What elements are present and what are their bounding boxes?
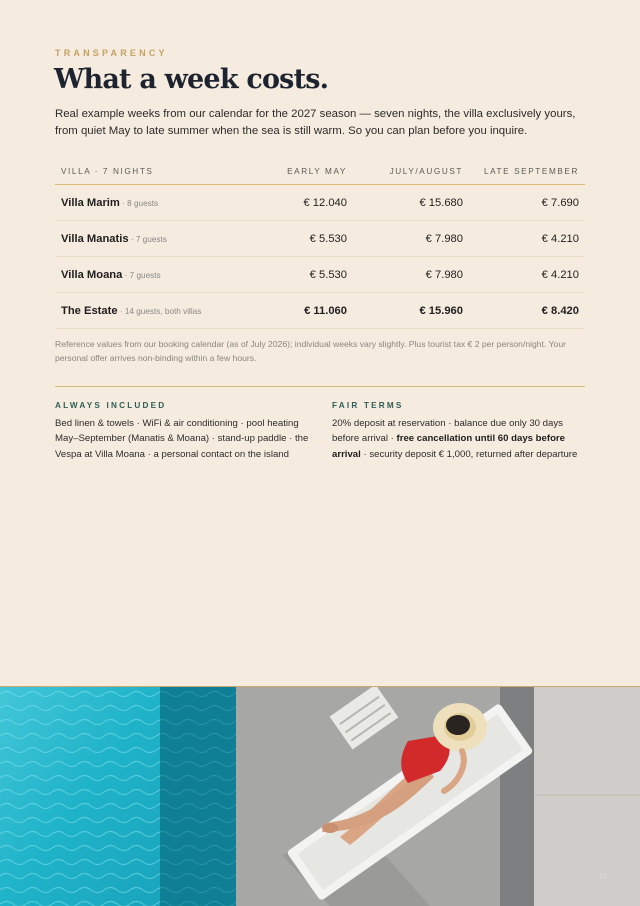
pool-photo [0, 686, 640, 906]
reference-note: Reference values from our booking calendar (as of July 2026); individual weeks vary slightly. Plus tourist tax € 2 per person/night. Your personal offer arrives non-binding within a few hours. [55, 339, 566, 363]
table-row [55, 221, 585, 257]
header-late-september: LATE SEPTEMBER [483, 166, 579, 176]
terms-text [332, 416, 580, 462]
price-early-may: € 12.040 [303, 196, 347, 209]
price-early-may: € 11.060 [304, 304, 347, 317]
price-late-september: € 7.690 [541, 196, 579, 209]
table-row [55, 185, 585, 221]
terms-text-b: · security deposit € 1,000, returned after departure [360, 448, 578, 460]
villa-guests: · 8 guests [119, 198, 159, 208]
price-july-august: € 15.680 [419, 196, 463, 209]
intro-paragraph: Real example weeks from our calendar for the 2027 season — seven nights, the villa exclusively yours, from quiet May to late summer when the sea is still warm. So you can plan before you inquire. [55, 108, 576, 137]
section-eyebrow: TRANSPARENCY [55, 48, 168, 58]
price-july-august: € 7.980 [425, 232, 463, 245]
villa-name: Villa Marim [61, 196, 120, 209]
table-header [55, 158, 585, 185]
price-table [55, 158, 585, 329]
price-late-september: € 4.210 [541, 268, 579, 281]
divider [55, 386, 585, 387]
price-late-september: € 8.420 [541, 304, 579, 317]
villa-name: The Estate [61, 304, 118, 317]
included-heading: ALWAYS INCLUDED [55, 401, 167, 410]
price-early-may: € 5.530 [309, 268, 347, 281]
terms-cancellation: free cancellation until 60 days before arrival [332, 433, 565, 460]
price-july-august: € 7.980 [425, 268, 463, 281]
villa-guests: · 14 guests, both villas [117, 306, 202, 316]
header-early-may: EARLY MAY [287, 166, 347, 176]
price-july-august: € 15.960 [419, 304, 463, 317]
villa-name: Villa Moana [61, 268, 123, 281]
pool-photo-illustration [0, 687, 640, 906]
terms-heading: FAIR TERMS [332, 401, 404, 410]
villa-cell [55, 269, 267, 281]
villa-cell [55, 197, 267, 209]
header-july-august: JULY/AUGUST [389, 166, 463, 176]
villa-cell [55, 305, 267, 317]
villa-name: Villa Manatis [61, 232, 129, 245]
included-text: Bed linen & towels · WiFi & air conditioning · pool heating May–September (Manatis & Moana) · stand-up paddle · the Vespa at Villa Moana · a personal contact on the island [55, 418, 309, 460]
villa-cell [55, 233, 267, 245]
villa-guests: · 7 guests [128, 234, 167, 244]
table-row [55, 293, 585, 329]
price-early-may: € 5.530 [309, 232, 347, 245]
terms-text-a: 20% deposit at reservation · balance due only 30 days before arrival · [332, 418, 563, 445]
villa-guests: · 7 guests [122, 270, 161, 280]
table-row [55, 257, 585, 293]
header-villa: VILLA · 7 NIGHTS [61, 166, 154, 176]
page-title: What a week costs. [54, 64, 329, 95]
price-late-september: € 4.210 [541, 232, 579, 245]
page-number: 13 [598, 872, 607, 881]
